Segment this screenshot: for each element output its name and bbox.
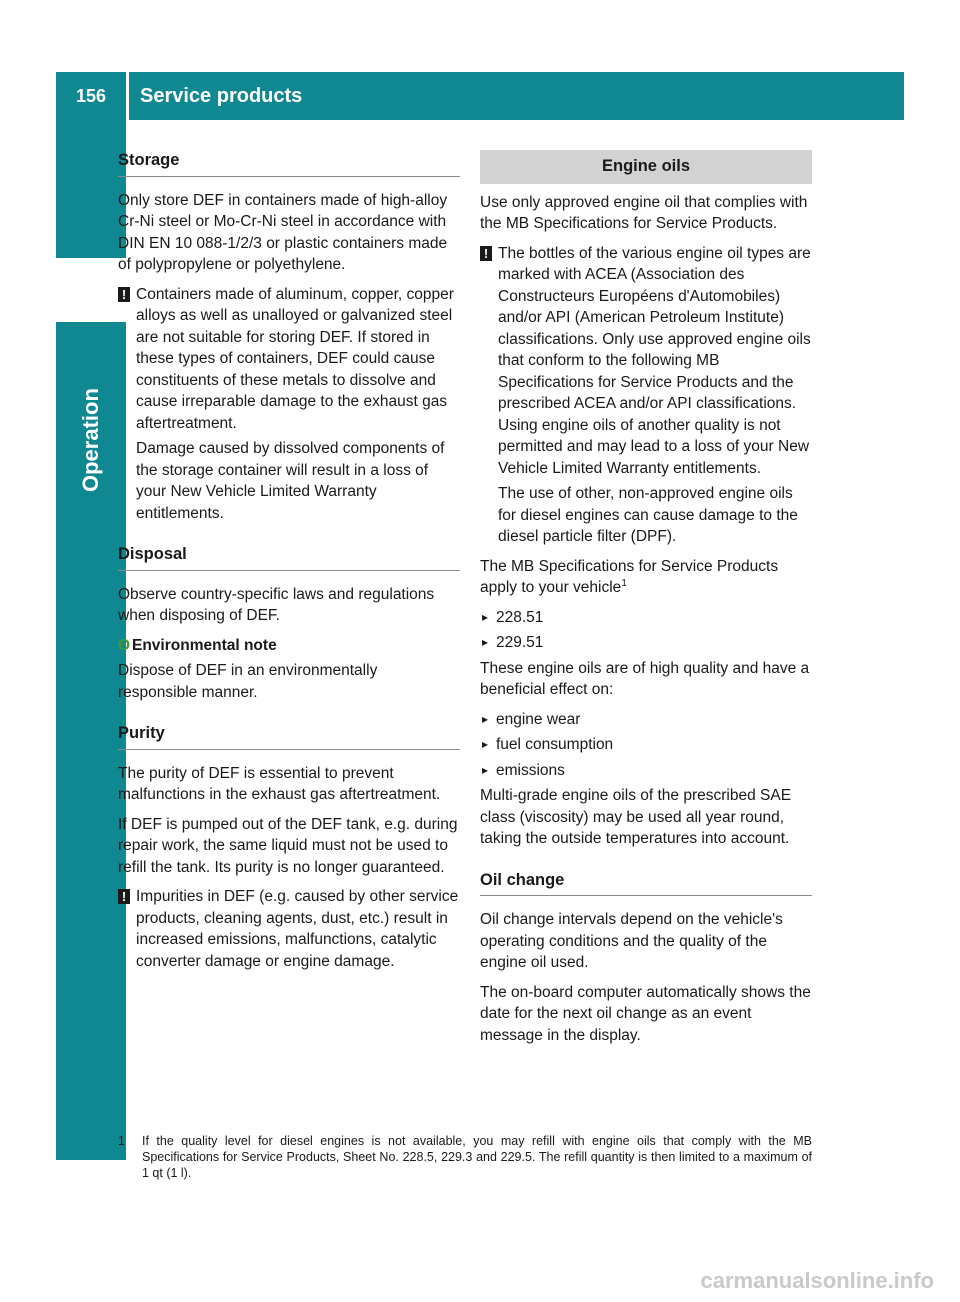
engine-oils-body: Use only approved engine oil that complies with the MB Specifications for Service Products. bbox=[480, 193, 808, 232]
storage-warning-note bbox=[118, 284, 460, 525]
watermark: carmanualsonline.info bbox=[700, 1268, 934, 1293]
disposal-heading: Disposal bbox=[118, 544, 460, 571]
left-column bbox=[118, 150, 460, 980]
spec-intro bbox=[480, 556, 812, 599]
side-section-label-text: Operation bbox=[78, 388, 103, 492]
warning-icon: ! bbox=[480, 246, 492, 261]
footnote-text: If the quality level for diesel engines is not available, you may refill with engine oils that comply with the MB Specifications for Service Products, Sheet No. 228.5, 229.3 and 229.5. The refill quantity is then limited to a maximum of 1 qt (1 l). bbox=[142, 1134, 812, 1180]
footnote-ref: 1 bbox=[621, 577, 627, 589]
engine-oils-note-text-1: The bottles of the various engine oil types are marked with ACEA (Association des Constructeurs Européens d'Automobiles) and/or API (American Petroleum Institute) classifications. Only use approved engine oils that conform to the following MB Specifications for Service Products and the prescribed ACEA and/or API classifications. Using engine oils of another quality is not permitted and may lead to a loss of your New Vehicle Limited Warranty entitlements. bbox=[498, 244, 811, 477]
list-item: ▸ fuel consumption bbox=[480, 734, 812, 756]
multigrade-text: Multi-grade engine oils of the prescribed SAE class (viscosity) may be used all year round, taking the outside temperatures into account. bbox=[480, 787, 792, 847]
storage-note-text-1: Containers made of aluminum, copper, copper alloys as well as unalloyed or galvanized steel are not suitable for storing DEF. If stored in these types of containers, DEF could cause constituents of these metals to dissolve and cause irreparable damage to the exhaust gas aftertreatment. bbox=[136, 285, 454, 432]
page-number: 156 bbox=[75, 86, 107, 106]
oil-change-body-2: The on-board computer automatically shows the date for the next oil change as an event message in the display. bbox=[480, 983, 811, 1044]
environmental-note-label: Environmental note bbox=[132, 636, 277, 654]
effects-list bbox=[480, 709, 812, 782]
environmental-note-title bbox=[118, 635, 460, 657]
engine-oils-warning-note bbox=[480, 243, 812, 548]
purity-body-1: The purity of DEF is essential to prevent malfunctions in the exhaust gas aftertreatment. bbox=[118, 764, 441, 803]
purity-note-text: Impurities in DEF (e.g. caused by other service products, cleaning agents, dust, etc.) result in increased emissions, malfunctions, catalytic converter damage or engine damage. bbox=[136, 888, 459, 970]
storage-note-text-2: Damage caused by dissolved components of the storage container will result in a loss of your New Vehicle Limited Warranty entitlements. bbox=[136, 440, 445, 522]
right-column bbox=[480, 150, 812, 1054]
list-item: ▸ engine wear bbox=[480, 709, 812, 731]
disposal-body: Observe country-specific laws and regulations when disposing of DEF. bbox=[118, 585, 435, 624]
warning-icon: ! bbox=[118, 287, 130, 302]
warning-icon: ! bbox=[118, 889, 130, 904]
oil-change-heading: Oil change bbox=[480, 870, 812, 897]
engine-oils-note-text-2: The use of other, non-approved engine oils for diesel engines can cause damage to the diesel particle filter (DPF). bbox=[498, 485, 798, 545]
footnote-mark: 1 bbox=[118, 1134, 125, 1148]
footnote bbox=[118, 1133, 812, 1181]
side-section-label bbox=[56, 322, 126, 492]
environmental-note-body: Dispose of DEF in an environmentally responsible manner. bbox=[118, 662, 378, 701]
environment-icon: Θ bbox=[118, 636, 131, 654]
purity-body-2: If DEF is pumped out of the DEF tank, e.g. during repair work, the same liquid must not be used to refill the tank. Its purity is no longer guaranteed. bbox=[118, 815, 458, 876]
purity-warning-note bbox=[118, 886, 460, 972]
storage-heading: Storage bbox=[118, 150, 460, 177]
header-divider bbox=[126, 72, 129, 120]
purity-heading: Purity bbox=[118, 723, 460, 750]
list-item: ▸ 229.51 bbox=[480, 632, 812, 654]
list-item: ▸ 228.51 bbox=[480, 607, 812, 629]
oil-change-body-1: Oil change intervals depend on the vehicle's operating conditions and the quality of the engine oil used. bbox=[480, 911, 783, 971]
page-title: Service products bbox=[140, 85, 303, 107]
storage-body: Only store DEF in containers made of high-alloy Cr-Ni steel or Mo-Cr-Ni steel in accordance with DIN EN 10 088-1/2/3 or plastic containers made of polypropylene or polyethylene. bbox=[118, 191, 448, 273]
spec-list bbox=[480, 607, 812, 654]
side-tab-gap bbox=[56, 258, 126, 322]
spec-intro-text: The MB Specifications for Service Products apply to your vehicle bbox=[480, 557, 779, 596]
list-item: ▸ emissions bbox=[480, 760, 812, 782]
effects-intro: These engine oils are of high quality and have a beneficial effect on: bbox=[480, 659, 810, 698]
engine-oils-heading: Engine oils bbox=[480, 150, 812, 184]
